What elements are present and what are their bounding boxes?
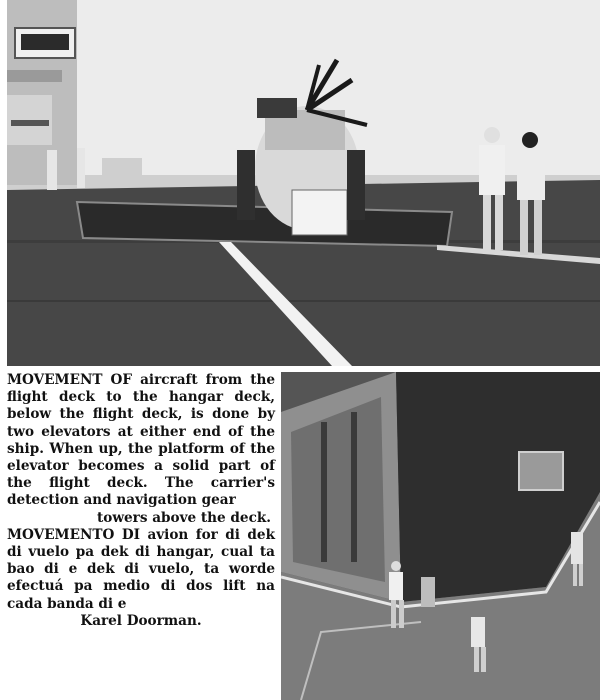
flight-deck-illustration	[7, 0, 600, 366]
papiamento-caption-body: avion for di dek di vuelo pa dek di hangar, cual ta bao di e dek di vuelo, ta worde efectuá pa medio di dos lift na cada banda di e	[7, 526, 276, 612]
english-caption-body: aircraft from the flight deck to the hangar deck, below the flight deck, is done by two elevators at either end of the ship. When up, the platform of the elevator becomes a solid part of the flight deck. The carrier's detection and navigation gear	[7, 372, 276, 509]
english-caption-lead: MOVEMENT OF	[7, 372, 133, 388]
english-caption	[7, 372, 275, 527]
papiamento-caption-tail: Karel Doorman.	[80, 612, 202, 629]
elevator-well-photo	[281, 372, 600, 700]
english-caption-tail: towers above the deck.	[96, 509, 271, 526]
flight-deck-photo	[7, 0, 600, 366]
papiamento-caption-lead: MOVEMENTO DI	[7, 526, 140, 543]
photo-caption	[7, 372, 275, 700]
papiamento-caption	[7, 527, 275, 613]
elevator-well-illustration	[281, 372, 600, 700]
